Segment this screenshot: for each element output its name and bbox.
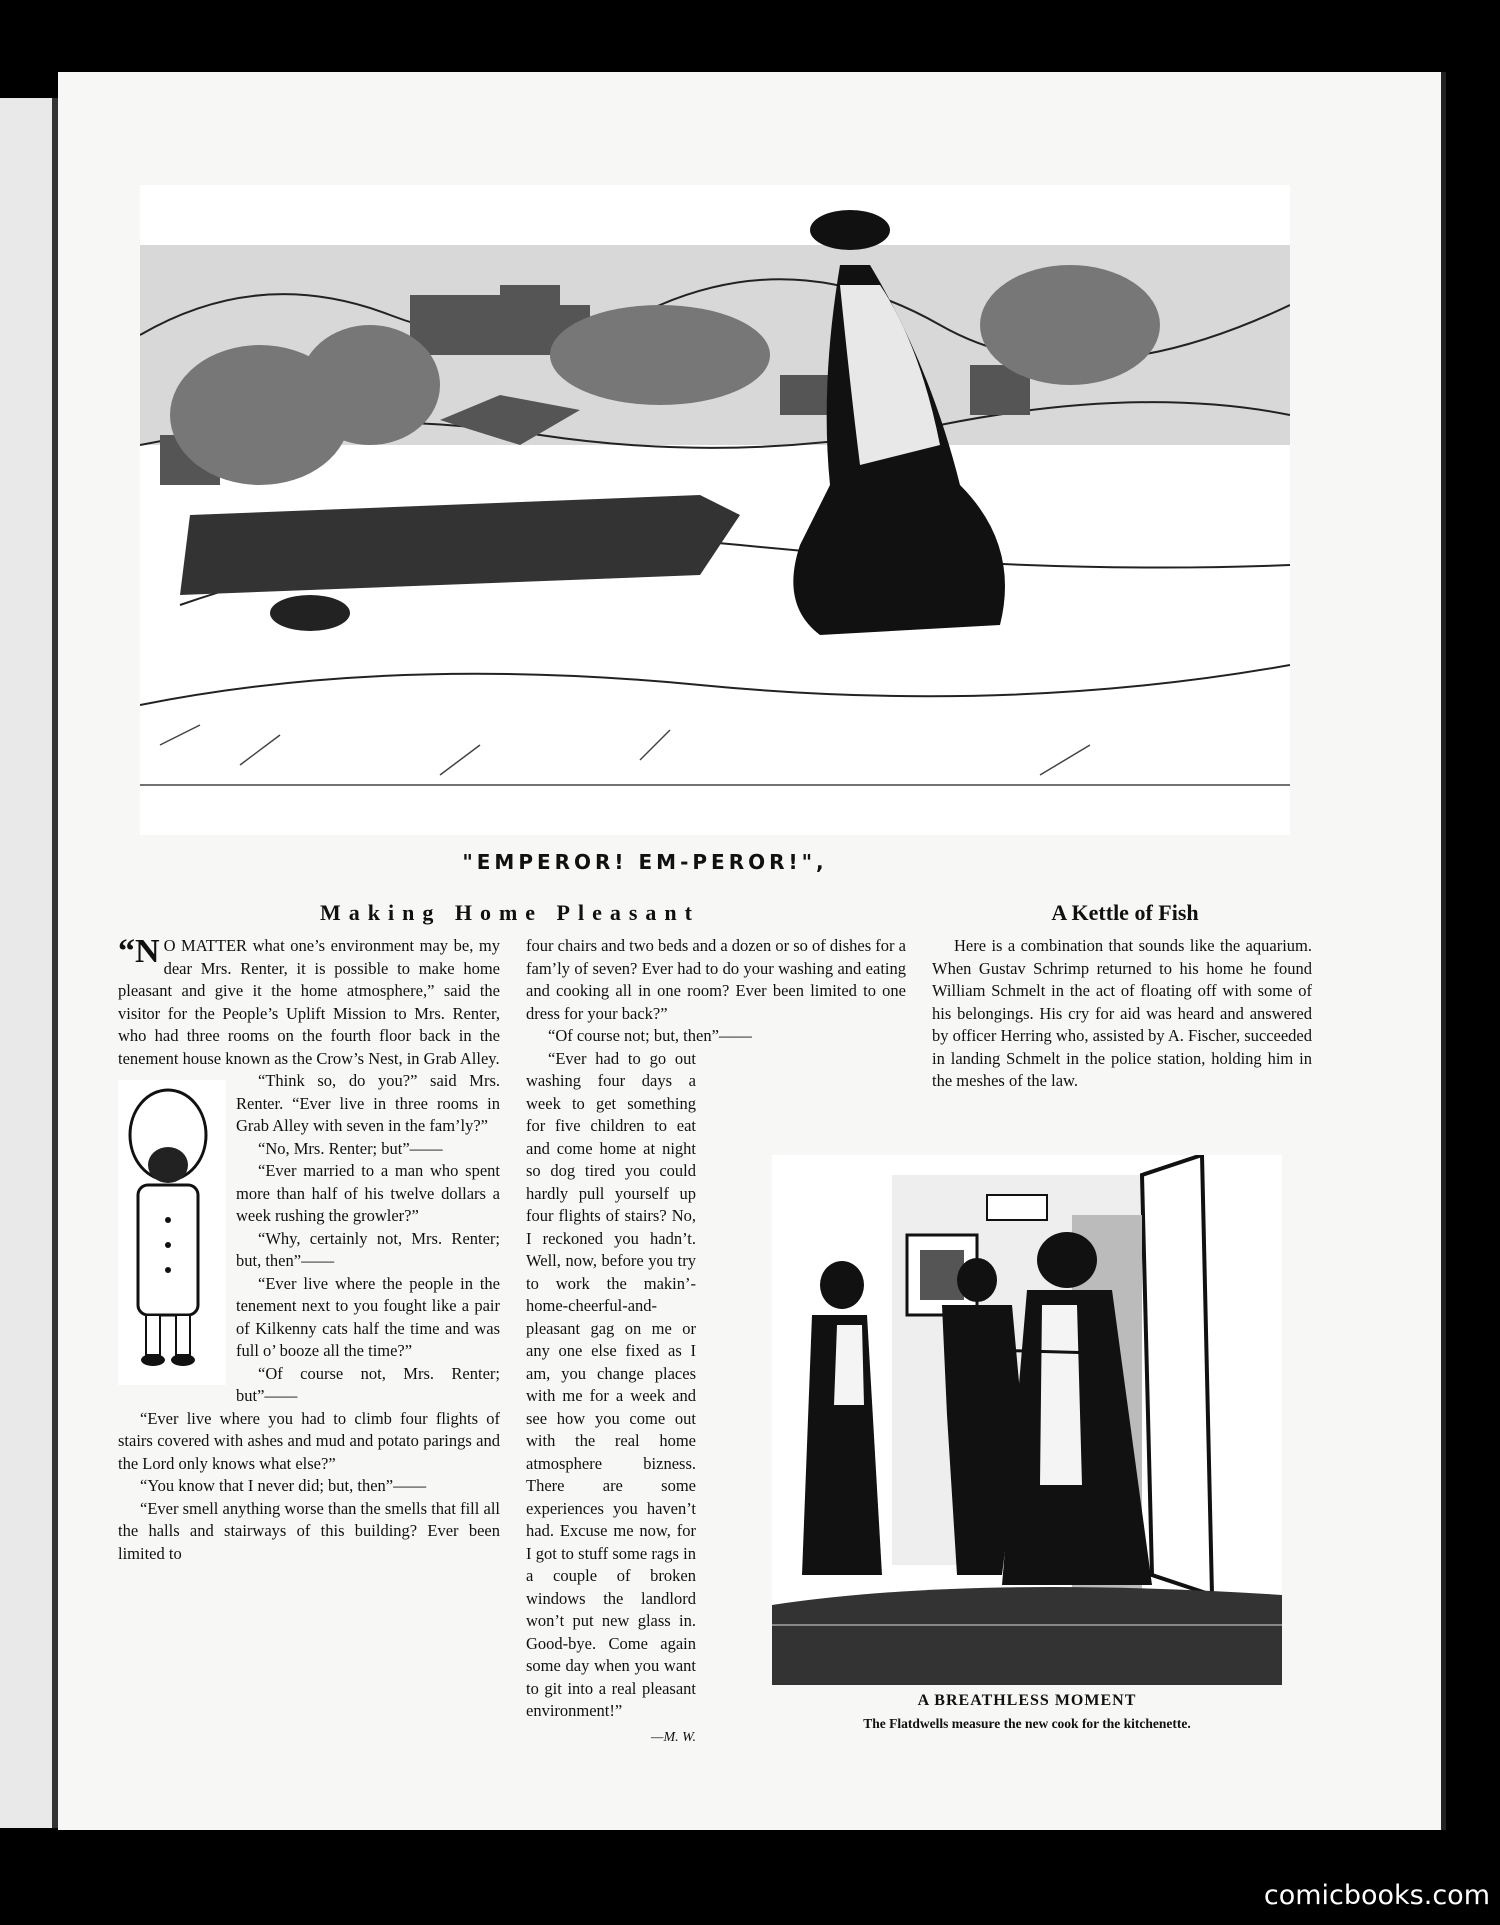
article1-paragraph-2: “Think so, do you?” said Mrs. Renter. “Ever live in three rooms in Grab Alley with seven in the fam’ly?”: [236, 1071, 500, 1135]
emperor-caption: "EMPEROR! EM-PEROR!",: [462, 850, 828, 874]
article1-paragraph-5: “Why, certainly not, Mrs. Renter; but, then”——: [236, 1228, 500, 1270]
article1-paragraph-6: “Ever live where the people in the tenement next to you fought like a pair of Kilkenny cats half the time and was full o’ booze all the time?”: [236, 1273, 500, 1360]
article1-paragraph-4: “Ever married to a man who spent more than half of his twelve dollars a week rushing the growler?”: [236, 1161, 500, 1225]
article1-paragraph-10: “Ever smell anything worse than the smells that fill all the halls and stairways of this building? Ever been limited to: [118, 1498, 500, 1563]
source-watermark: comicbooks.com: [1263, 1880, 1490, 1911]
article1-paragraph-8: “Ever live where you had to climb four flights of stairs covered with ashes and mud and potato parings and the Lord only knows what else?”: [118, 1408, 500, 1473]
article1-paragraph-1: “N O MATTER what one’s environment may be, my dear Mrs. Renter, it is possible to make home pleasant and give it the home atmosphere,” said the visitor for the People’s Uplift Mission to Mrs. Renter, who had three rooms on the fourth floor back in the tenement house known as the Crow’s Nest, in Grab Alley.: [118, 933, 500, 1068]
breathless-moment-illustration: [772, 1155, 1282, 1685]
page-edge: [1441, 72, 1446, 1830]
article1-paragraph-3: “No, Mrs. Renter; but”——: [258, 1138, 443, 1158]
breathless-moment-caption: The Flatdwells measure the new cook for the kitchenette.: [863, 1716, 1191, 1731]
left-page-margin: [0, 98, 58, 1828]
article1-paragraph-11: four chairs and two beds and a dozen or so of dishes for a fam’ly of seven? Ever had to do your washing and eating and cooking all in one room? Ever been limited to one dress for your back?”: [526, 936, 906, 1023]
article-title-kettle-of-fish: A Kettle of Fish: [1051, 900, 1199, 925]
article1-signature: —M. W.: [651, 1729, 696, 1745]
emperor-illustration: [140, 185, 1290, 835]
article1-column-1: [118, 935, 500, 1565]
article1-paragraph-13: “Ever had to go out washing four days a week to get something for five children to eat and come home at night so dog tired you could hardly pull yourself up four flights of stairs? No, I reckoned you hadn’t. Well, now, before you try to work the makin’-home-cheerful-and-pleasant gag on me or any one else fixed as I am, you change places with me for a week and see how you come out with the real home atmosphere bizness. There are some experiences you haven’t had. Excuse me now, for I got to stuff some rags in a couple of broken windows the landlord won’t put new glass in. Good-bye. Come again some day when you want to git into a real pleasant environment!”: [526, 1048, 696, 1720]
child-cartoon-illustration: [118, 1080, 226, 1385]
breathless-moment-title: A BREATHLESS MOMENT: [917, 1692, 1137, 1709]
article2-column: [932, 935, 1312, 1093]
article1-paragraph-9: “You know that I never did; but, then”——: [140, 1476, 427, 1495]
article-title-making-home-pleasant: Making Home Pleasant: [320, 900, 700, 925]
article1-paragraph-12: “Of course not; but, then”——: [548, 1026, 752, 1045]
article1-paragraph-7: “Of course not, Mrs. Renter; but”——: [236, 1363, 500, 1405]
dropcap-letter: “N: [118, 933, 160, 970]
article2-body: Here is a combination that sounds like the aquarium. When Gustav Schrimp returned to his home he found William Schmelt in the act of floating off with some of his belongings. His cry for aid was heard and answered by officer Herring who, assisted by A. Fischer, succeeded in landing Schmelt in the police station, holding him in the meshes of the law.: [932, 936, 1312, 1090]
